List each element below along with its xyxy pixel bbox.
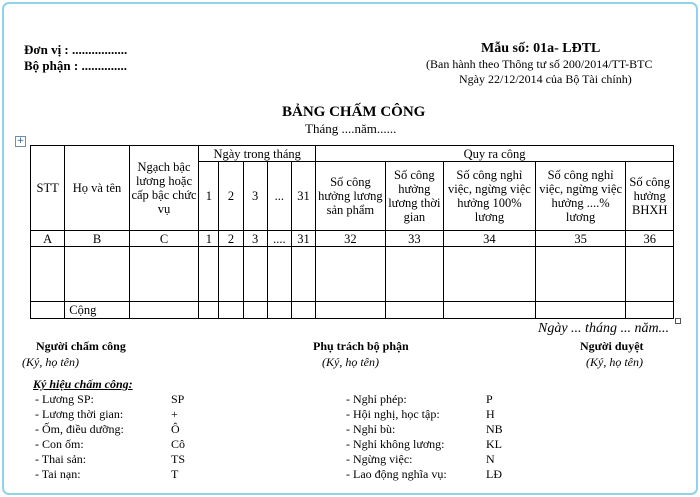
code-cell: 33: [385, 231, 443, 247]
legend-code: Ô: [171, 422, 180, 436]
signature-note: (Ký, họ tên): [586, 355, 643, 369]
table-cell[interactable]: [65, 247, 129, 302]
legend-label: - Lương SP:: [35, 392, 94, 406]
code-cell: 3: [243, 231, 267, 247]
signature-role: Người chấm công: [36, 339, 126, 353]
unit-field: Đơn vị : .................: [24, 42, 128, 57]
header-day: 2: [219, 162, 243, 231]
table-cell[interactable]: [291, 302, 315, 319]
header-days-group: Ngày trong tháng: [199, 146, 316, 162]
legend-code: KL: [486, 437, 502, 451]
legend-code: P: [486, 392, 493, 406]
table-cell[interactable]: [31, 247, 65, 302]
header-rank: Ngạch bậc lương hoặc cấp bậc chức vụ: [129, 146, 199, 231]
signature-role: Phụ trách bộ phận: [313, 339, 409, 353]
header-convert-group: Quy ra công: [316, 146, 674, 162]
signature-note: (Ký, họ tên): [322, 355, 379, 369]
header-name: Họ và tên: [65, 146, 129, 231]
table-cell[interactable]: [31, 302, 65, 319]
header-convert: Số công hưởng BHXH: [626, 162, 674, 231]
date-line: Ngày ... tháng ... năm...: [538, 321, 670, 336]
table-cell[interactable]: [199, 247, 219, 302]
code-cell: 32: [316, 231, 386, 247]
code-cell: 35: [535, 231, 626, 247]
table-resize-handle[interactable]: [675, 318, 681, 324]
legend-label: - Ốm, điều dưỡng:: [35, 422, 124, 436]
table-cell[interactable]: [129, 302, 199, 319]
table-cell[interactable]: [291, 247, 315, 302]
legend-code: +: [171, 407, 178, 421]
table-cell[interactable]: [385, 247, 443, 302]
code-cell: C: [129, 231, 199, 247]
legend-label: - Nghỉ phép:: [346, 392, 407, 406]
code-cell: B: [65, 231, 129, 247]
legend-code: Cô: [171, 437, 186, 451]
table-cell[interactable]: [267, 247, 291, 302]
table-move-handle-icon[interactable]: +: [16, 136, 25, 146]
code-cell: 31: [291, 231, 315, 247]
table-cell[interactable]: [316, 247, 386, 302]
legend-label: - Ngừng việc:: [346, 452, 413, 466]
header-day: 3: [243, 162, 267, 231]
table-cell[interactable]: [535, 302, 626, 319]
legend-label: - Thai sản:: [35, 452, 87, 466]
issued-by: (Ban hành theo Thông tư số 200/2014/TT-BTC: [426, 57, 653, 71]
timesheet-table: [30, 145, 674, 319]
table-cell[interactable]: [219, 302, 243, 319]
header-convert: Số công nghỉ việc, ngừng việc hưởng 100% lương: [444, 162, 536, 231]
code-cell: A: [31, 231, 65, 247]
legend-code: T: [171, 467, 179, 481]
legend-label: - Lao động nghĩa vụ:: [346, 467, 447, 481]
signature-note: (Ký, họ tên): [22, 355, 79, 369]
legend-label: - Hội nghị, học tập:: [346, 407, 440, 421]
table-cell[interactable]: [626, 302, 674, 319]
legend-code: SP: [171, 392, 185, 406]
legend-label: - Tai nạn:: [35, 467, 81, 481]
code-cell: 36: [626, 231, 674, 247]
table-cell[interactable]: [199, 302, 219, 319]
legend-label: - Con ốm:: [35, 437, 84, 451]
header-convert: Số công nghỉ việc, ngừng việc hưởng ....% lương: [535, 162, 626, 231]
legend-label: - Nghỉ bù:: [346, 422, 396, 436]
table-cell[interactable]: [626, 247, 674, 302]
total-row: [31, 302, 674, 319]
code-cell: ....: [267, 231, 291, 247]
table-cell[interactable]: [129, 247, 199, 302]
code-cell: 1: [199, 231, 219, 247]
form-number: Mẫu số: 01a- LĐTL: [481, 41, 601, 56]
table-cell[interactable]: [535, 247, 626, 302]
legend-label: - Lương thời gian:: [35, 407, 124, 421]
header-convert: Số công hưởng lương thời gian: [385, 162, 443, 231]
header-day: 1: [199, 162, 219, 231]
table-cell[interactable]: [444, 302, 536, 319]
legend-label: - Nghỉ không lương:: [346, 437, 445, 451]
legend-code: NB: [486, 422, 503, 436]
header-day: 31: [291, 162, 315, 231]
code-cell: 2: [219, 231, 243, 247]
department-field: Bộ phận : ..............: [24, 58, 127, 73]
code-cell: 34: [444, 231, 536, 247]
table-cell[interactable]: [444, 247, 536, 302]
legend-title: Ký hiệu chấm công:: [33, 377, 133, 391]
table-cell[interactable]: [385, 302, 443, 319]
table-cell[interactable]: [316, 302, 386, 319]
table-cell[interactable]: [243, 247, 267, 302]
table-row: [31, 247, 674, 302]
header-day: ...: [267, 162, 291, 231]
header-convert: Số công hưởng lương sản phẩm: [316, 162, 386, 231]
legend-code: TS: [171, 452, 186, 466]
legend-code: N: [486, 452, 495, 466]
header-stt: STT: [31, 146, 65, 231]
table-cell[interactable]: [219, 247, 243, 302]
table-cell[interactable]: [267, 302, 291, 319]
signature-role: Người duyệt: [580, 339, 644, 353]
legend-code: H: [486, 407, 495, 421]
document-title: BẢNG CHẤM CÔNG: [282, 104, 426, 120]
total-label: Cộng: [65, 302, 129, 319]
document-subtitle: Tháng ....năm......: [305, 121, 397, 136]
code-row: [31, 231, 674, 247]
table-cell[interactable]: [243, 302, 267, 319]
legend-code: LĐ: [486, 467, 502, 481]
issued-date: Ngày 22/12/2014 của Bộ Tài chính): [459, 72, 632, 86]
